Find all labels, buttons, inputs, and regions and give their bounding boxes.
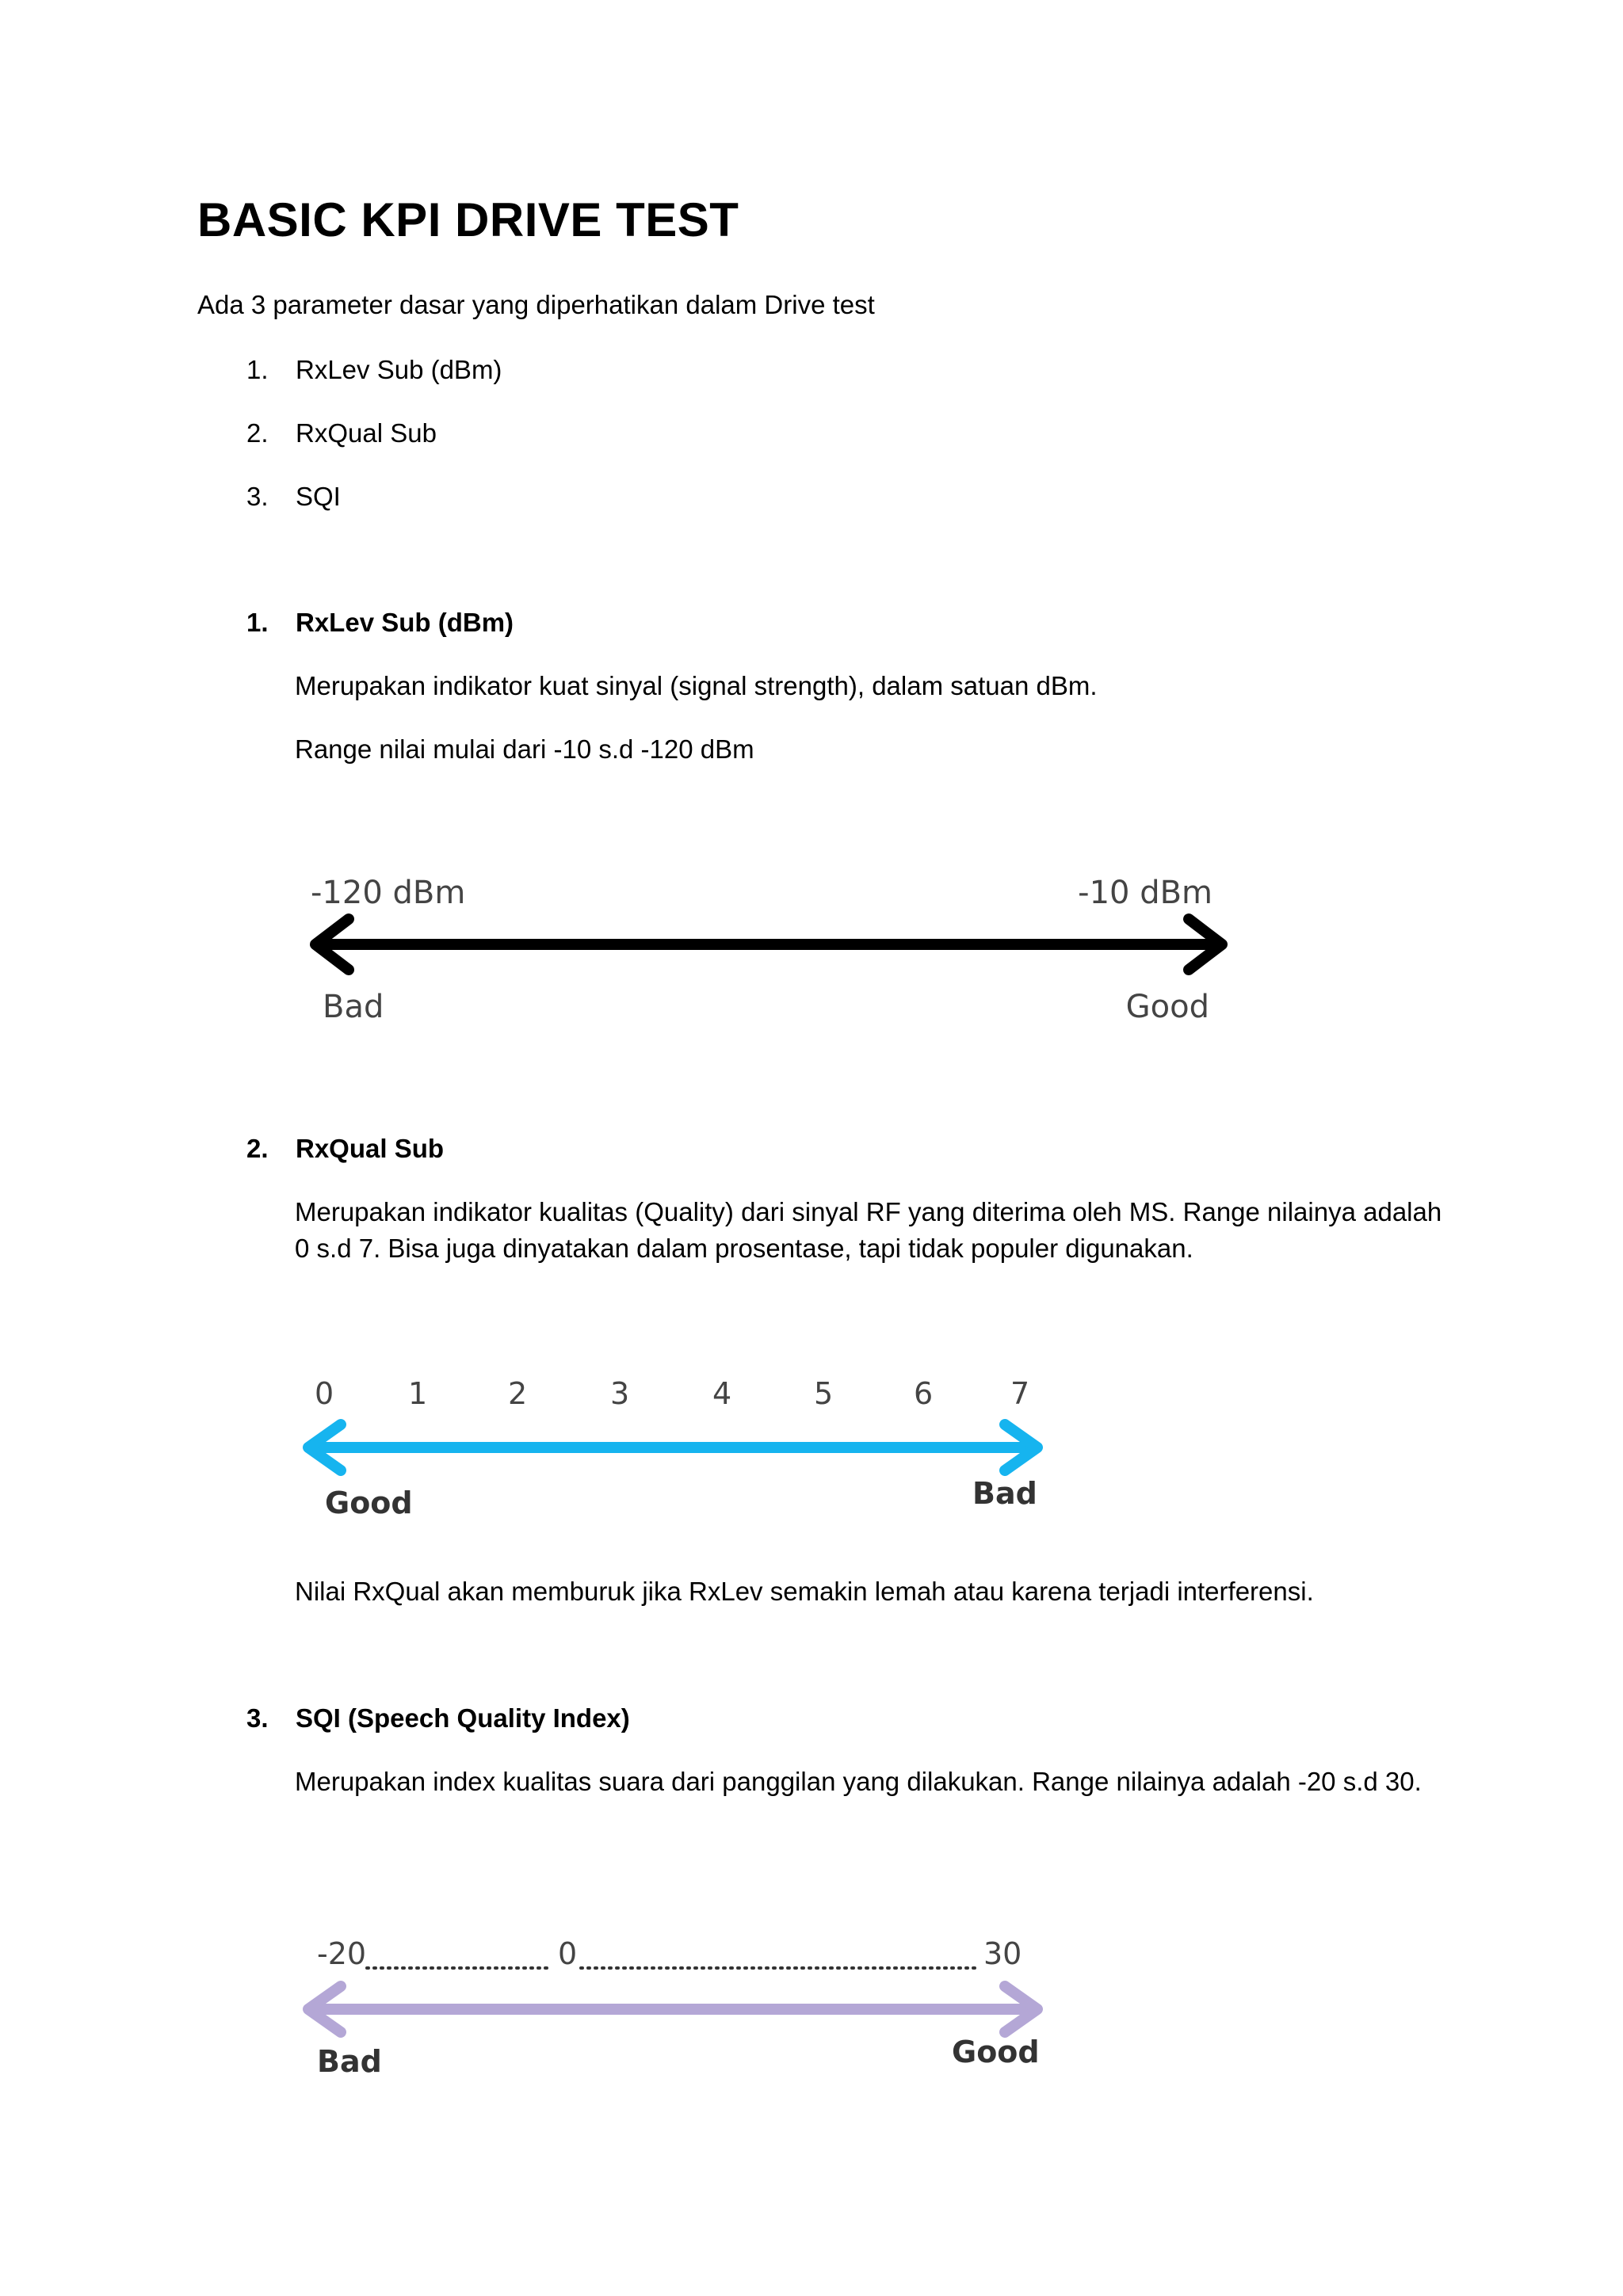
scale-right-quality: Good <box>1125 989 1209 1025</box>
section-number: 2. <box>246 1134 269 1163</box>
scale-right-value: 30 <box>983 1936 1022 1971</box>
section-paragraph: Merupakan indikator kuat sinyal (signal strength), dalam satuan dBm. <box>295 671 1098 700</box>
scale-mid-value: 0 <box>558 1936 578 1971</box>
section-number: 3. <box>246 1703 269 1733</box>
section-number: 1. <box>246 608 269 637</box>
scale-right-quality: Good <box>952 2035 1040 2069</box>
section-paragraph: Range nilai mulai dari -10 s.d -120 dBm <box>295 734 754 764</box>
section-paragraph: Merupakan indikator kualitas (Quality) dari sinyal RF yang diterima oleh MS. Range nilainya adalah 0 s.d 7. Bisa juga dinyatakan dalam prosentase, tapi tidak populer digunakan. <box>295 1197 1442 1263</box>
scale-tick: 0 <box>315 1376 334 1411</box>
scale-tick: 5 <box>814 1376 834 1411</box>
list-item-text: RxLev Sub (dBm) <box>296 355 502 384</box>
list-item-text: RxQual Sub <box>296 418 437 448</box>
scale-tick: 2 <box>508 1376 528 1411</box>
scale-left-value: -20 <box>317 1936 367 1971</box>
section-title: SQI (Speech Quality Index) <box>296 1703 630 1733</box>
scale-right-quality: Bad <box>972 1476 1037 1511</box>
scale-left-quality: Bad <box>317 2044 382 2079</box>
section-paragraph: Merupakan index kualitas suara dari panggilan yang dilakukan. Range nilainya adalah -20 s.d 30. <box>295 1767 1422 1796</box>
scale-tick: 4 <box>712 1376 732 1411</box>
page-title: BASIC KPI DRIVE TEST <box>197 193 739 246</box>
rxlev-scale-diagram <box>301 871 1236 1030</box>
scale-right-value: -10 dBm <box>1078 875 1212 911</box>
section-title: RxLev Sub (dBm) <box>296 608 514 637</box>
scale-left-quality: Good <box>325 1486 413 1520</box>
list-item-number: 2. <box>246 418 269 448</box>
rxqual-scale-diagram <box>297 1375 1050 1533</box>
scale-tick: 6 <box>914 1376 934 1411</box>
scale-tick: 1 <box>408 1376 428 1411</box>
scale-tick: 7 <box>1010 1376 1030 1411</box>
list-item-number: 1. <box>246 355 269 384</box>
scale-left-quality: Bad <box>323 989 384 1025</box>
sqi-double-arrow <box>297 1933 1050 2092</box>
sqi-scale-diagram <box>297 1933 1050 2092</box>
section-paragraph: Nilai RxQual akan memburuk jika RxLev semakin lemah atau karena terjadi interferensi. <box>295 1577 1314 1606</box>
scale-tick: 3 <box>610 1376 630 1411</box>
intro-text: Ada 3 parameter dasar yang diperhatikan dalam Drive test <box>197 290 875 319</box>
list-item-text: SQI <box>296 482 341 511</box>
scale-left-value: -120 dBm <box>311 875 466 911</box>
list-item-number: 3. <box>246 482 269 511</box>
section-title: RxQual Sub <box>296 1134 445 1163</box>
